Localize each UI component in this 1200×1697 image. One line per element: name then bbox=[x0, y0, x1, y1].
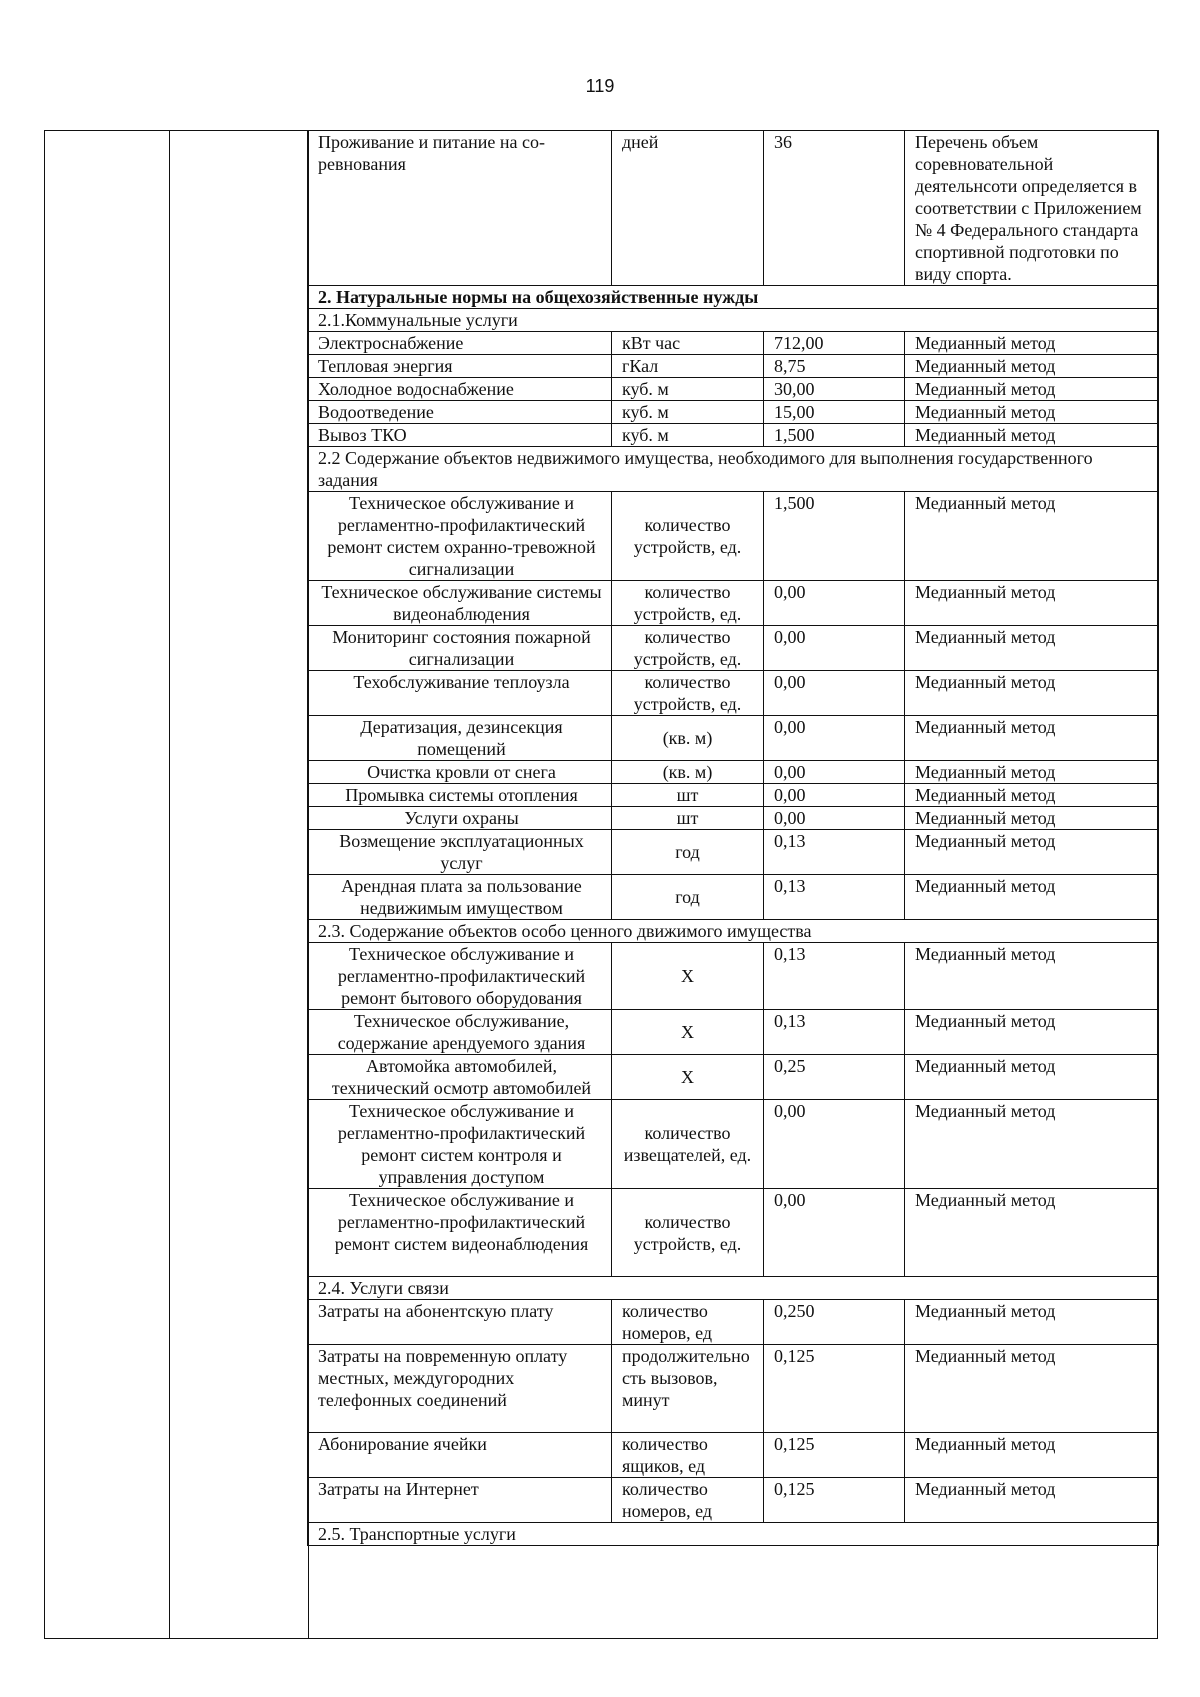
item-value: 0,00 bbox=[764, 581, 905, 626]
table-row bbox=[308, 332, 1159, 355]
item-method: Медианный метод bbox=[905, 784, 1159, 807]
item-method: Медианный метод bbox=[905, 1055, 1159, 1100]
item-value: 0,25 bbox=[764, 1055, 905, 1100]
item-method: Медианный метод bbox=[905, 761, 1159, 784]
item-unit: количество устройств, ед. bbox=[612, 671, 764, 716]
item-value: 15,00 bbox=[764, 401, 905, 424]
item-value: 712,00 bbox=[764, 332, 905, 355]
table-row bbox=[308, 401, 1159, 424]
table-row bbox=[308, 784, 1159, 807]
item-unit: продолжительность вызовов, минут bbox=[612, 1345, 764, 1433]
item-unit: Х bbox=[612, 1010, 764, 1055]
item-method: Медианный метод bbox=[905, 1189, 1159, 1277]
item-method: Медианный метод bbox=[905, 355, 1159, 378]
subsection-heading-row bbox=[308, 920, 1159, 943]
item-name: Возмещение эксплуатационных услуг bbox=[308, 830, 612, 875]
item-name: Арендная плата за пользование недвижимым имуществом bbox=[308, 875, 612, 920]
item-name: Промывка системы отопления bbox=[308, 784, 612, 807]
item-name: Холодное водоснабжение bbox=[308, 378, 612, 401]
item-value: 0,00 bbox=[764, 761, 905, 784]
item-unit: Х bbox=[612, 943, 764, 1010]
table-row bbox=[308, 761, 1159, 784]
item-value: 0,00 bbox=[764, 1100, 905, 1189]
item-unit: гКал bbox=[612, 355, 764, 378]
item-unit: (кв. м) bbox=[612, 761, 764, 784]
item-name: Техническое обслуживание и регламентно-профилактический ремонт систем охранно-тревожной сигнализации bbox=[308, 492, 612, 581]
subsection-heading-row bbox=[308, 1277, 1159, 1300]
table-row bbox=[308, 581, 1159, 626]
item-unit: дней bbox=[612, 131, 764, 286]
item-value: 1,500 bbox=[764, 492, 905, 581]
table-row bbox=[308, 378, 1159, 401]
item-value: 0,00 bbox=[764, 626, 905, 671]
item-unit: количество устройств, ед. bbox=[612, 1189, 764, 1277]
item-name: Дератизация, дезинсекция помещений bbox=[308, 716, 612, 761]
column-divider bbox=[169, 131, 170, 1638]
item-value: 0,250 bbox=[764, 1300, 905, 1345]
item-value: 0,00 bbox=[764, 716, 905, 761]
item-method: Медианный метод bbox=[905, 943, 1159, 1010]
item-name: Техническое обслуживание и регламентно-профилактический ремонт систем видеонаблюдения bbox=[308, 1189, 612, 1277]
item-method: Медианный метод bbox=[905, 1010, 1159, 1055]
table-row bbox=[308, 875, 1159, 920]
item-name: Водоотведение bbox=[308, 401, 612, 424]
item-method: Медианный метод bbox=[905, 1100, 1159, 1189]
item-value: 36 bbox=[764, 131, 905, 286]
item-value: 30,00 bbox=[764, 378, 905, 401]
item-name: Электроснабжение bbox=[308, 332, 612, 355]
item-name: Затраты на абонентскую плату bbox=[308, 1300, 612, 1345]
item-method: Медианный метод bbox=[905, 378, 1159, 401]
table-row bbox=[308, 1189, 1159, 1277]
item-value: 0,125 bbox=[764, 1478, 905, 1523]
item-method: Медианный метод bbox=[905, 626, 1159, 671]
item-name: Автомойка автомобилей, технический осмотр автомобилей bbox=[308, 1055, 612, 1100]
item-unit: количество устройств, ед. bbox=[612, 581, 764, 626]
item-method: Медианный метод bbox=[905, 1478, 1159, 1523]
table-row bbox=[308, 1010, 1159, 1055]
table-row bbox=[308, 1055, 1159, 1100]
item-value: 0,13 bbox=[764, 830, 905, 875]
item-value: 1,500 bbox=[764, 424, 905, 447]
item-method: Медианный метод bbox=[905, 716, 1159, 761]
item-method: Медианный метод bbox=[905, 875, 1159, 920]
item-method: Медианный метод bbox=[905, 332, 1159, 355]
item-value: 0,13 bbox=[764, 1010, 905, 1055]
table-row bbox=[308, 492, 1159, 581]
table-row bbox=[308, 626, 1159, 671]
table-row bbox=[308, 807, 1159, 830]
item-unit: количество номеров, ед bbox=[612, 1478, 764, 1523]
subsection-heading-row bbox=[308, 309, 1159, 332]
table-row bbox=[308, 424, 1159, 447]
item-name: Услуги охраны bbox=[308, 807, 612, 830]
item-name: Мониторинг состояния пожарной сигнализации bbox=[308, 626, 612, 671]
subsection-heading-row bbox=[308, 1523, 1159, 1546]
item-method: Медианный метод bbox=[905, 401, 1159, 424]
item-name: Очистка кровли от снега bbox=[308, 761, 612, 784]
item-name: Техобслуживание теплоузла bbox=[308, 671, 612, 716]
subsection-heading: 2.5. Транспортные услуги bbox=[308, 1523, 1159, 1546]
item-method: Медианный метод bbox=[905, 830, 1159, 875]
item-method: Медианный метод bbox=[905, 1433, 1159, 1478]
item-unit: куб. м bbox=[612, 378, 764, 401]
table-row bbox=[308, 131, 1159, 286]
subsection-heading: 2.3. Содержание объектов особо ценного движимого имущества bbox=[308, 920, 1159, 943]
subsection-heading: 2.1.Коммунальные услуги bbox=[308, 309, 1159, 332]
item-unit: (кв. м) bbox=[612, 716, 764, 761]
item-value: 0,00 bbox=[764, 1189, 905, 1277]
item-value: 0,00 bbox=[764, 784, 905, 807]
item-value: 0,13 bbox=[764, 875, 905, 920]
subsection-heading: 2.2 Содержание объектов недвижимого имущества, необходимого для выполнения государственного задания bbox=[308, 447, 1159, 492]
item-unit: количество ящиков, ед bbox=[612, 1433, 764, 1478]
item-method: Медианный метод bbox=[905, 424, 1159, 447]
item-value: 0,125 bbox=[764, 1433, 905, 1478]
page-number: 119 bbox=[585, 76, 615, 96]
table-row bbox=[308, 1345, 1159, 1433]
item-method: Медианный метод bbox=[905, 1300, 1159, 1345]
table-row bbox=[308, 943, 1159, 1010]
item-unit: год bbox=[612, 875, 764, 920]
item-method: Перечень объем соревновательной деятельнсоти определяется в соответствии с Приложением № 4 Федерального стандарта спортивной подготовки по виду спорта. bbox=[905, 131, 1159, 286]
item-value: 0,13 bbox=[764, 943, 905, 1010]
item-unit: кВт час bbox=[612, 332, 764, 355]
item-method: Медианный метод bbox=[905, 492, 1159, 581]
section-heading-row bbox=[308, 286, 1159, 309]
table-row bbox=[308, 716, 1159, 761]
item-value: 0,125 bbox=[764, 1345, 905, 1433]
item-value: 0,00 bbox=[764, 807, 905, 830]
item-unit: количество устройств, ед. bbox=[612, 492, 764, 581]
item-method: Медианный метод bbox=[905, 671, 1159, 716]
item-name: Техническое обслуживание и регламентно-профилактический ремонт систем контроля и управления доступом bbox=[308, 1100, 612, 1189]
item-name: Абонирование ячейки bbox=[308, 1433, 612, 1478]
item-method: Медианный метод bbox=[905, 807, 1159, 830]
item-name: Вывоз ТКО bbox=[308, 424, 612, 447]
item-unit: шт bbox=[612, 807, 764, 830]
item-unit: год bbox=[612, 830, 764, 875]
item-unit: куб. м bbox=[612, 401, 764, 424]
subsection-heading-row bbox=[308, 447, 1159, 492]
table-row bbox=[308, 671, 1159, 716]
item-unit: количество номеров, ед bbox=[612, 1300, 764, 1345]
table-row bbox=[308, 1433, 1159, 1478]
item-name: Техническое обслуживание и регламентно-профилактический ремонт бытового оборудования bbox=[308, 943, 612, 1010]
item-unit: шт bbox=[612, 784, 764, 807]
item-name: Затраты на Интернет bbox=[308, 1478, 612, 1523]
item-method: Медианный метод bbox=[905, 1345, 1159, 1433]
item-name: Проживание и питание на со-ревнования bbox=[308, 131, 612, 286]
item-value: 8,75 bbox=[764, 355, 905, 378]
item-unit: Х bbox=[612, 1055, 764, 1100]
table-row bbox=[308, 355, 1159, 378]
subsection-heading: 2.4. Услуги связи bbox=[308, 1277, 1159, 1300]
item-unit: количество извещателей, ед. bbox=[612, 1100, 764, 1189]
table-row bbox=[308, 1300, 1159, 1345]
table-row bbox=[308, 830, 1159, 875]
item-unit: куб. м bbox=[612, 424, 764, 447]
item-name: Затраты на повременную оплату местных, междугородних телефонных соединений bbox=[308, 1345, 612, 1433]
norms-table bbox=[307, 130, 1159, 1546]
table-row bbox=[308, 1478, 1159, 1523]
item-value: 0,00 bbox=[764, 671, 905, 716]
item-name: Техническое обслуживание системы видеонаблюдения bbox=[308, 581, 612, 626]
table-row bbox=[308, 1100, 1159, 1189]
section-heading: 2. Натуральные нормы на общехозяйственные нужды bbox=[308, 286, 1159, 309]
item-name: Техническое обслуживание, содержание арендуемого здания bbox=[308, 1010, 612, 1055]
item-method: Медианный метод bbox=[905, 581, 1159, 626]
item-name: Тепловая энергия bbox=[308, 355, 612, 378]
item-unit: количество устройств, ед. bbox=[612, 626, 764, 671]
